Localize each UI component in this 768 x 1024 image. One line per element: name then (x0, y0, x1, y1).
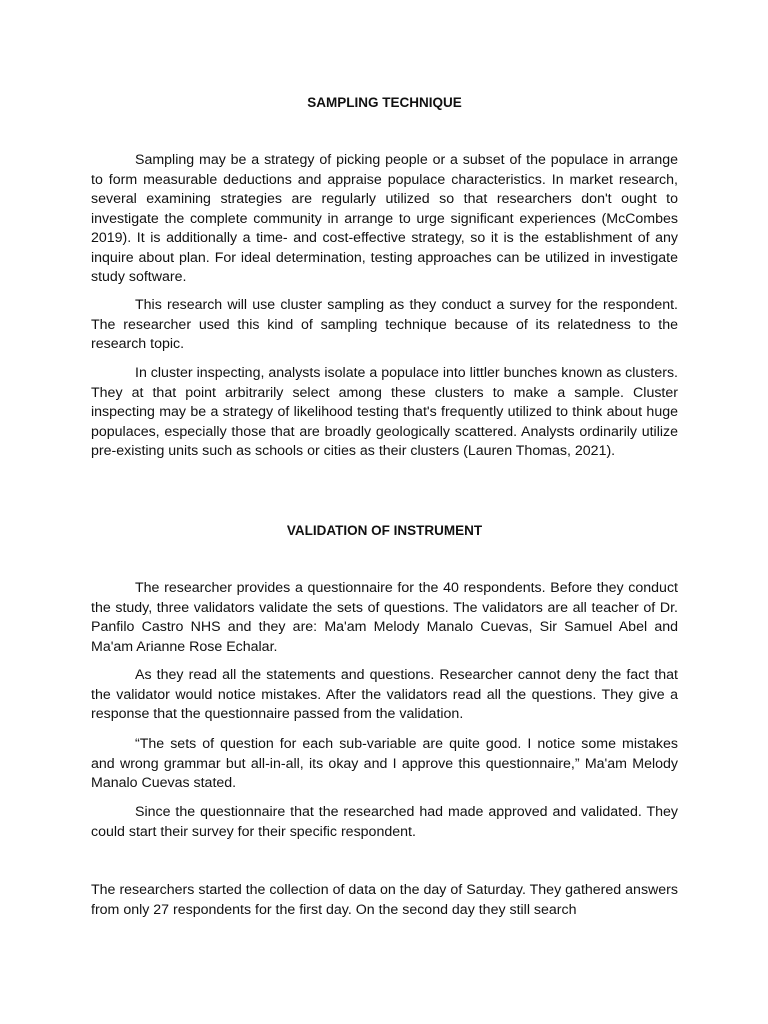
paragraph-validator-review: As they read all the statements and questions. Researcher cannot deny the fact that the validator would notice mistakes. After the validators read all the questions. They give a response that the questionnaire passed from the validation. (91, 667, 678, 722)
paragraph-survey-start: Since the questionnaire that the researched had made approved and validated. They could start their survey for their specific respondent. (91, 804, 678, 840)
section-heading-validation-of-instrument: VALIDATION OF INSTRUMENT (286, 523, 483, 538)
section-heading-sampling-technique: SAMPLING TECHNIQUE (307, 95, 462, 110)
paragraph-data-collection: The researchers started the collection of data on the day of Saturday. They gathered answers from only 27 respondents for the first day. On the second day they still search (91, 882, 678, 918)
paragraph-sampling-definition: Sampling may be a strategy of picking people or a subset of the populace in arrange to form measurable deductions and appraise populace characteristics. In market research, several examining strategies are regularly utilized so that researchers don't ought to investigate the complete community in arrange to urge significant experiences (McCombes 2019). It is additionally a time- and cost-effective strategy, so it is the establishment of any inquire about plan. For ideal determination, testing approaches can be utilized in investigate study software. (91, 152, 678, 285)
paragraph-questionnaire-validators: The researcher provides a questionnaire for the 40 respondents. Before they conduct the study, three validators validate the sets of questions. The validators are all teacher of Dr. Panfilo Castro NHS and they are: Ma'am Melody Manalo Cuevas, Sir Samuel Abel and Ma'am Arianne Rose Echalar. (91, 580, 678, 655)
paragraph-cluster-sampling-use: This research will use cluster sampling as they conduct a survey for the respondent. The researcher used this kind of sampling technique because of its relatedness to the research topic. (91, 297, 678, 352)
paragraph-validator-quote: “The sets of question for each sub-variable are quite good. I notice some mistakes and wrong grammar but all-in-all, its okay and I approve this questionnaire,” Ma'am Melody Manalo Cuevas stated. (91, 736, 678, 791)
paragraph-cluster-inspecting: In cluster inspecting, analysts isolate a populace into littler bunches known as clusters. They at that point arbitrarily select among these clusters to make a sample. Cluster inspecting may be a strategy of likelihood testing that's frequently utilized to think about huge populaces, especially those that are broadly geologically scattered. Analysts ordinarily utilize pre-existing units such as schools or cities as their clusters (Lauren Thomas, 2021). (91, 365, 678, 459)
